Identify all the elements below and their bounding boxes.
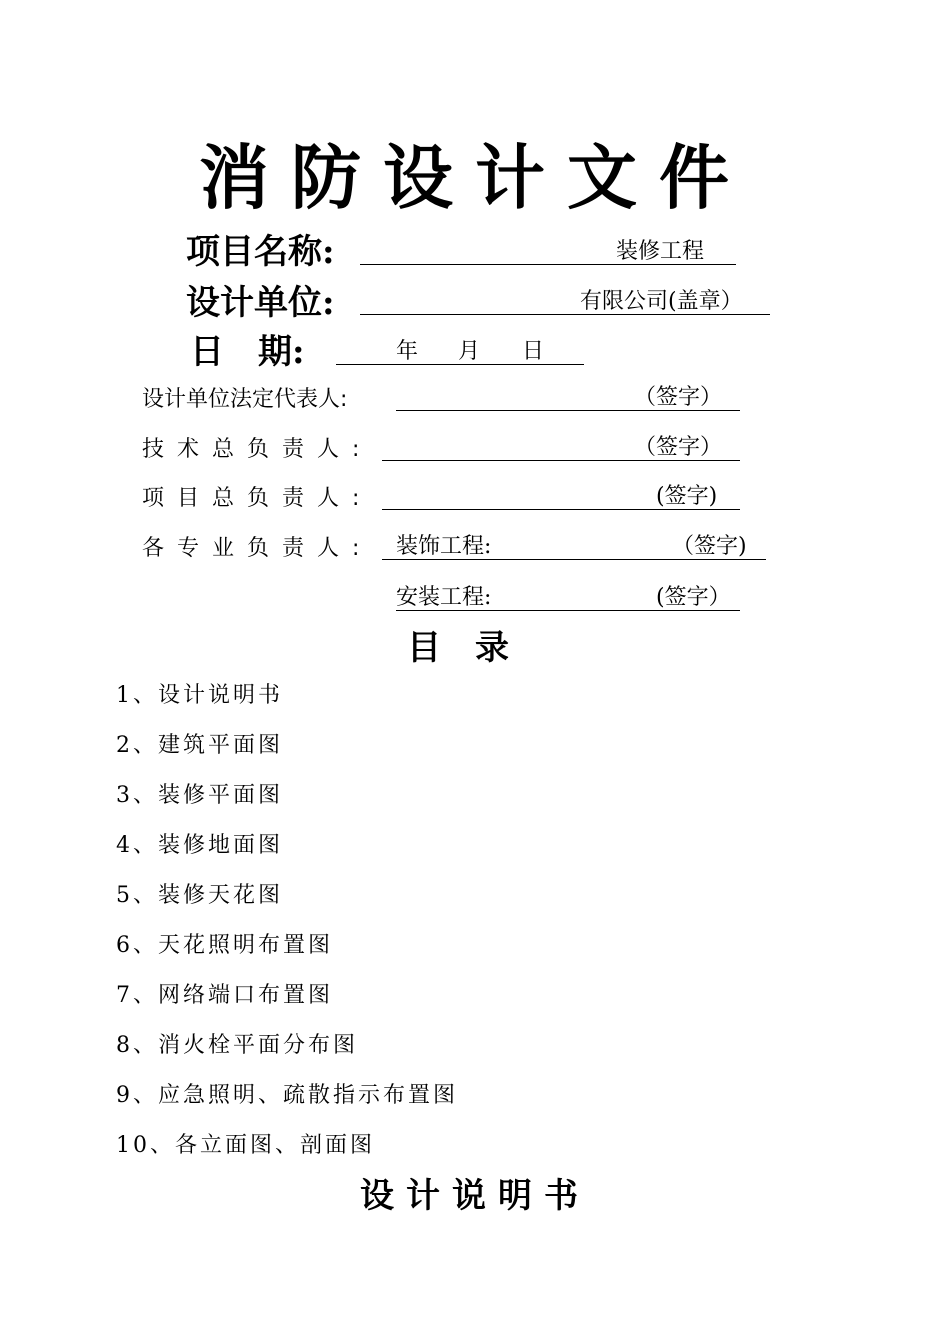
date-year: 年 xyxy=(396,339,419,364)
toc-item: 4、装修地面图 xyxy=(116,833,283,858)
toc-item: 7、网络端口布置图 xyxy=(116,983,333,1008)
design-unit-label: 设计单位: xyxy=(186,283,335,323)
project-chief-sign-note: (签字) xyxy=(656,484,718,509)
toc-item: 6、天花照明布置图 xyxy=(116,933,333,958)
decoration-sign-note: （签字) xyxy=(672,534,747,559)
design-unit-value: 有限公司(盖章） xyxy=(580,289,743,314)
installation-sign-note: (签字） xyxy=(656,585,731,610)
project-name-label: 项目名称: xyxy=(186,232,335,272)
toc-item: 10、各立面图、剖面图 xyxy=(116,1133,375,1158)
installation-label: 安装工程: xyxy=(396,585,492,610)
tech-chief-sign-note: （签字） xyxy=(634,435,723,460)
decoration-label: 装饰工程: xyxy=(396,534,492,559)
legal-rep-sign-note: （签字） xyxy=(634,385,723,410)
toc-item: 1、设计说明书 xyxy=(116,683,283,708)
date-month: 月 xyxy=(458,339,481,364)
legal-rep-label: 设计单位法定代表人: xyxy=(142,387,348,412)
discipline-chief-label: 各专业负责人: xyxy=(142,536,373,561)
document-title: 消防设计文件 xyxy=(199,136,751,219)
toc-item: 8、消火栓平面分布图 xyxy=(116,1033,358,1058)
date-label: 日 期: xyxy=(190,332,305,372)
project-chief-label: 项目总负责人: xyxy=(142,486,373,511)
toc-item: 5、装修天花图 xyxy=(116,883,283,908)
tech-chief-label: 技术总负责人: xyxy=(142,437,373,462)
toc-title: 目录 xyxy=(407,628,543,668)
toc-item: 2、建筑平面图 xyxy=(116,733,283,758)
toc-list xyxy=(116,682,458,1182)
toc-item: 3、装修平面图 xyxy=(116,783,283,808)
date-day: 日 xyxy=(522,339,545,364)
toc-item: 9、应急照明、疏散指示布置图 xyxy=(116,1083,458,1108)
section-title: 设计说明书 xyxy=(360,1176,590,1216)
project-name-value: 装修工程 xyxy=(616,239,705,264)
